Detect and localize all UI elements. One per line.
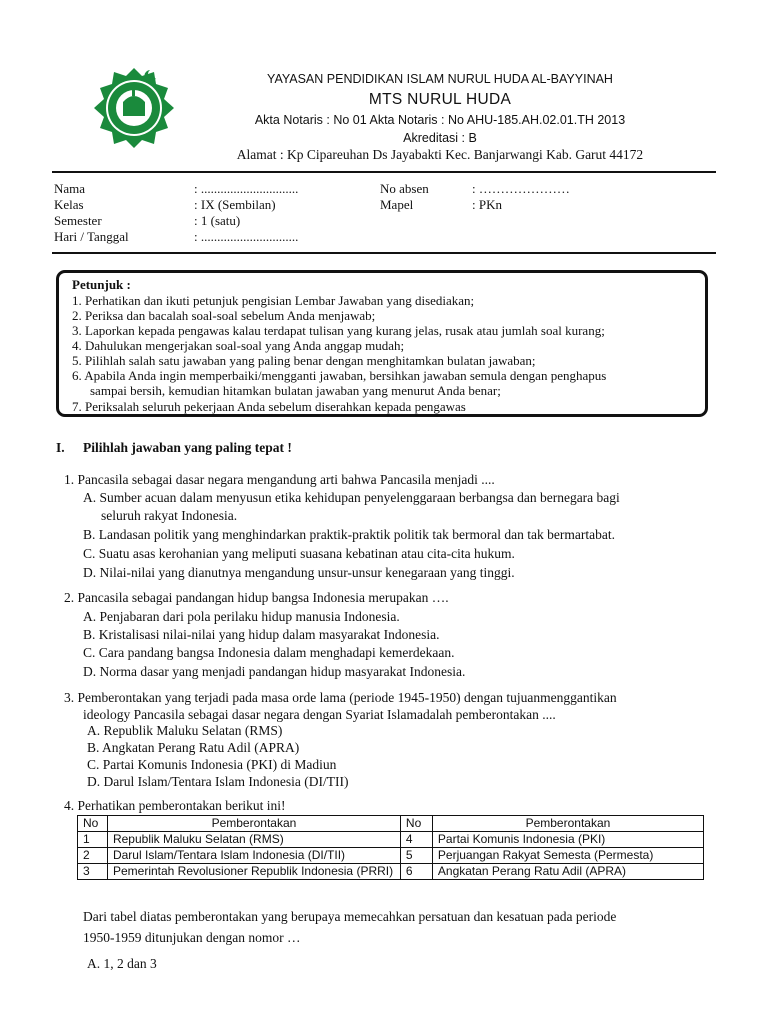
notary-deed: Akta Notaris : No 01 Akta Notaris : No AHU-185.AH.02.01.TH 2013 — [254, 113, 626, 127]
question-2-option-d[interactable]: D. Norma dasar yang menjadi pandangan hidup masyarakat Indonesia. — [83, 664, 466, 679]
table-header-no: No — [78, 816, 108, 832]
table-row — [78, 832, 704, 848]
question-3-option-d[interactable]: D. Darul Islam/Tentara Islam Indonesia (DI/TII) — [87, 774, 349, 789]
table-cell: Partai Komunis Indonesia (PKI) — [432, 832, 703, 848]
instruction-item: 7. Periksalah seluruh pekerjaan Anda sebelum diserahkan kepada pengawas — [72, 399, 466, 414]
accreditation: Akreditasi : B — [403, 131, 477, 145]
subject-value: : PKn — [472, 197, 502, 212]
table-cell: Perjuangan Rakyat Semesta (Permesta) — [432, 848, 703, 864]
question-1-stem: 1. Pancasila sebagai dasar negara mengandung arti bahwa Pancasila menjadi .... — [64, 472, 495, 487]
identity-divider — [52, 252, 716, 254]
question-1-option-b[interactable]: B. Landasan politik yang menghindarkan praktik-praktik politik tak bermoral dan tak bermartabat. — [83, 527, 615, 542]
table-cell: Darul Islam/Tentara Islam Indonesia (DI/TII) — [107, 848, 400, 864]
header-divider — [52, 171, 716, 173]
question-1-option-a-continued: seluruh rakyat Indonesia. — [101, 508, 238, 523]
instruction-item-continued: sampai bersih, kemudian hitamkan bulatan jawaban yang menurut Anda benar; — [90, 383, 501, 398]
table-cell: 5 — [400, 848, 432, 864]
semester-value: : 1 (satu) — [194, 213, 241, 228]
table-cell: 2 — [78, 848, 108, 864]
name-field[interactable]: : .............................. — [194, 181, 299, 196]
question-3-option-a[interactable]: A. Republik Maluku Selatan (RMS) — [87, 723, 283, 738]
instruction-item: 4. Dahulukan mengerjakan soal-soal yang Anda anggap mudah; — [72, 338, 405, 353]
subject-label: Mapel — [380, 197, 414, 212]
question-2-option-a[interactable]: A. Penjabaran dari pola perilaku hidup manusia Indonesia. — [83, 609, 400, 624]
semester-label: Semester — [54, 213, 102, 228]
instruction-item: 1. Perhatikan dan ikuti petunjuk pengisian Lembar Jawaban yang disediakan; — [72, 293, 475, 308]
instruction-item: 5. Pilihlah salah satu jawaban yang paling benar dengan menghitamkan bulatan jawaban; — [72, 353, 536, 368]
table-cell: 3 — [78, 864, 108, 880]
table-row — [78, 848, 704, 864]
instruction-item: 6. Apabila Anda ingin memperbaiki/mengganti jawaban, bersihkan jawaban semula dengan penghapus — [72, 368, 607, 383]
table-cell: Republik Maluku Selatan (RMS) — [107, 832, 400, 848]
question-2-option-b[interactable]: B. Kristalisasi nilai-nilai yang hidup dalam masyarakat Indonesia. — [83, 627, 440, 642]
question-4-prompt-continued: 1950-1959 ditunjukan dengan nomor … — [83, 930, 301, 945]
instructions-title: Petunjuk : — [72, 277, 131, 292]
table-cell: 4 — [400, 832, 432, 848]
school-name: MTS NURUL HUDA — [368, 91, 512, 108]
class-value: : IX (Sembilan) — [194, 197, 276, 212]
date-field[interactable]: : .............................. — [194, 229, 299, 244]
table-cell: Pemerintah Revolusioner Republik Indonesia (PRRI) — [107, 864, 400, 880]
question-1-option-a[interactable]: A. Sumber acuan dalam menyusun etika kehidupan penyelenggaraan berbangsa dan bernegara bagi — [83, 490, 620, 505]
class-label: Kelas — [54, 197, 84, 212]
table-header-rebellion: Pemberontakan — [107, 816, 400, 832]
question-2-option-c[interactable]: C. Cara pandang bangsa Indonesia dalam menghadapi kemerdekaan. — [83, 645, 455, 660]
foundation-name: YAYASAN PENDIDIKAN ISLAM NURUL HUDA AL-BAYYINAH — [267, 72, 613, 86]
question-4-prompt: Dari tabel diatas pemberontakan yang berupaya memecahkan persatuan dan kesatuan pada periode — [83, 909, 617, 924]
instruction-item: 2. Periksa dan bacalah soal-soal sebelum Anda menjawab; — [72, 308, 376, 323]
school-address: Alamat : Kp Cipareuhan Ds Jayabakti Kec. Banjarwangi Kab. Garut 44172 — [236, 147, 644, 162]
table-cell: 6 — [400, 864, 432, 880]
question-3-stem-continued: ideology Pancasila sebagai dasar negara dengan Syariat Islamadalah pemberontakan .... — [83, 707, 556, 722]
table-cell: Angkatan Perang Ratu Adil (APRA) — [432, 864, 703, 880]
absen-field[interactable]: : ………………… — [472, 181, 570, 196]
date-label: Hari / Tanggal — [54, 229, 129, 244]
question-1-option-c[interactable]: C. Suatu asas kerohanian yang meliputi suasana kebatinan atau cita-cita hukum. — [83, 546, 515, 561]
absen-label: No absen — [380, 181, 429, 196]
table-cell: 1 — [78, 832, 108, 848]
question-2-stem: 2. Pancasila sebagai pandangan hidup bangsa Indonesia merupakan …. — [64, 590, 449, 605]
section-title: Pilihlah jawaban yang paling tepat ! — [83, 440, 292, 455]
school-logo-emblem-icon — [92, 66, 176, 150]
question-1-option-d[interactable]: D. Nilai-nilai yang dianutnya mengandung unsur-unsur kenegaraan yang tinggi. — [83, 565, 515, 580]
table-header-row — [78, 816, 704, 832]
question-3-stem: 3. Pemberontakan yang terjadi pada masa orde lama (periode 1945-1950) dengan tujuanmenggantikan — [64, 690, 617, 705]
rebellion-table — [77, 815, 704, 880]
instruction-item: 3. Laporkan kepada pengawas kalau terdapat tulisan yang kurang jelas, rusak atau jumlah soal kurang; — [72, 323, 605, 338]
question-3-option-b[interactable]: B. Angkatan Perang Ratu Adil (APRA) — [87, 740, 300, 755]
question-4-option-a[interactable]: A. 1, 2 dan 3 — [87, 956, 157, 971]
section-number: I. — [56, 440, 65, 455]
table-header-rebellion: Pemberontakan — [432, 816, 703, 832]
question-4-stem: 4. Perhatikan pemberontakan berikut ini! — [64, 798, 286, 813]
name-label: Nama — [54, 181, 86, 196]
table-row — [78, 864, 704, 880]
table-header-no: No — [400, 816, 432, 832]
question-3-option-c[interactable]: C. Partai Komunis Indonesia (PKI) di Madiun — [87, 757, 337, 772]
